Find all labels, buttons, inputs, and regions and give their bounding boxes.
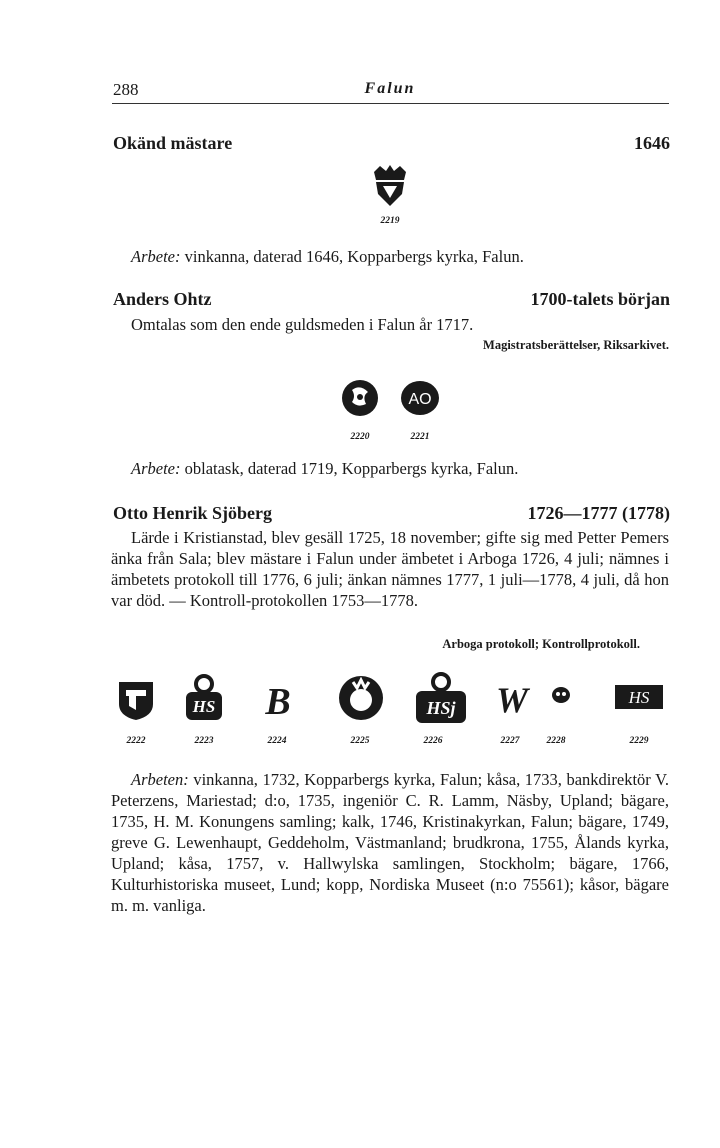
section-3-date: 1726—1777 (1778) [527, 503, 670, 523]
w-letter-mark-icon [490, 676, 534, 720]
hs-initials-text: HS [192, 697, 216, 716]
section-3-body: Lärde i Kristianstad, blev gesäll 1725, 18 november; gifte sig med Petter Pemers änka från Sala; blev mästare i Falun under ämbetet i Arboga 1726, 4 juli; nämnes i ämbetets protokoll till 1776, 6 juli; änkan nämnes 1777, 1 juli—1778, 4 juli, då hon var död. — Kontroll-protokollen 1753—1778. [111, 528, 669, 610]
section-2-date: 1700-talets början [530, 289, 670, 309]
b-letter-text: B [265, 681, 291, 720]
round-emblem-mark-icon [338, 672, 384, 722]
section-2-body: Omtalas som den ende guldsmeden i Falun år 1717. [131, 315, 474, 334]
section-3-work [111, 769, 669, 916]
mark-number: 2223 [194, 736, 214, 746]
emblem-seal-mark-icon [340, 378, 380, 418]
running-title: Falun [364, 80, 416, 97]
mark-number: 2220 [350, 432, 370, 442]
section-1-date: 1646 [634, 133, 670, 153]
work-text: vinkanna, daterad 1646, Kopparbergs kyrka, Falun. [180, 247, 524, 266]
work-text: vinkanna, 1732, Kopparbergs kyrka, Falun; kåsa, 1733, bankdirektör V. Peterzens, Mariestad; d:o, 1735, ingeniör C. R. Lamm, Näsby, Upland; bägare, 1735, H. M. Konungens samling; kalk, 1746, Kristinakyrkan, Falun; bägare, 1749, greve G. Lewenhaupt, Geddeholm, Västmanland; brudkrona, 1755, Ålands kyrka, Upland; kåsa, 1757, v. Hallwylska samlingen, Stockholm; bägare, 1766, Kulturhistoriska museet, Lund; kopp, Nordiska Museet (n:o 75561); kåsor, bägare m. m. vanliga. [111, 770, 669, 915]
mark-number: 2224 [267, 736, 287, 746]
hsj-initials-text: HSj [426, 698, 456, 718]
ao-initials-text: AO [408, 391, 432, 408]
mark-number: 2226 [423, 736, 443, 746]
crowned-hs-mark-icon [182, 674, 226, 722]
mark-number: 2222 [126, 736, 146, 746]
section-2-work [131, 458, 671, 479]
crowned-shield-mark-icon [366, 162, 414, 210]
section-3-name: Otto Henrik Sjöberg [113, 503, 272, 523]
mark-number: 2225 [350, 736, 370, 746]
hs-rectangle-mark-icon [614, 684, 664, 710]
section-3-source: Arboga protokoll; Kontrollprotokoll. [442, 637, 640, 651]
work-label: Arbeten: [131, 770, 189, 789]
mark-number: 2229 [629, 736, 649, 746]
mark-number: 2227 [500, 736, 520, 746]
crowned-hsj-mark-icon [414, 672, 468, 726]
mark-number: 2221 [410, 432, 430, 442]
work-text: oblatask, daterad 1719, Kopparbergs kyrka, Falun. [180, 459, 519, 478]
page-number: 288 [113, 80, 139, 99]
section-2-source: Magistratsberättelser, Riksarkivet. [483, 338, 669, 352]
work-label: Arbete: [131, 459, 181, 478]
w-letter-text: W [495, 680, 529, 720]
b-letter-mark-icon [258, 676, 298, 720]
work-label: Arbete: [131, 247, 181, 266]
hs-rect-initials-text: HS [628, 688, 650, 707]
mark-number: 2228 [546, 736, 566, 746]
falun-town-mark-icon [115, 676, 157, 722]
section-1-name: Okänd mästare [113, 133, 233, 153]
header-rule [112, 103, 669, 104]
section-2-name: Anders Ohtz [113, 289, 212, 309]
ao-initials-mark-icon [400, 380, 440, 416]
small-oval-mark-icon [551, 686, 571, 704]
mark-number: 2219 [380, 216, 400, 226]
section-1-work [131, 246, 671, 267]
